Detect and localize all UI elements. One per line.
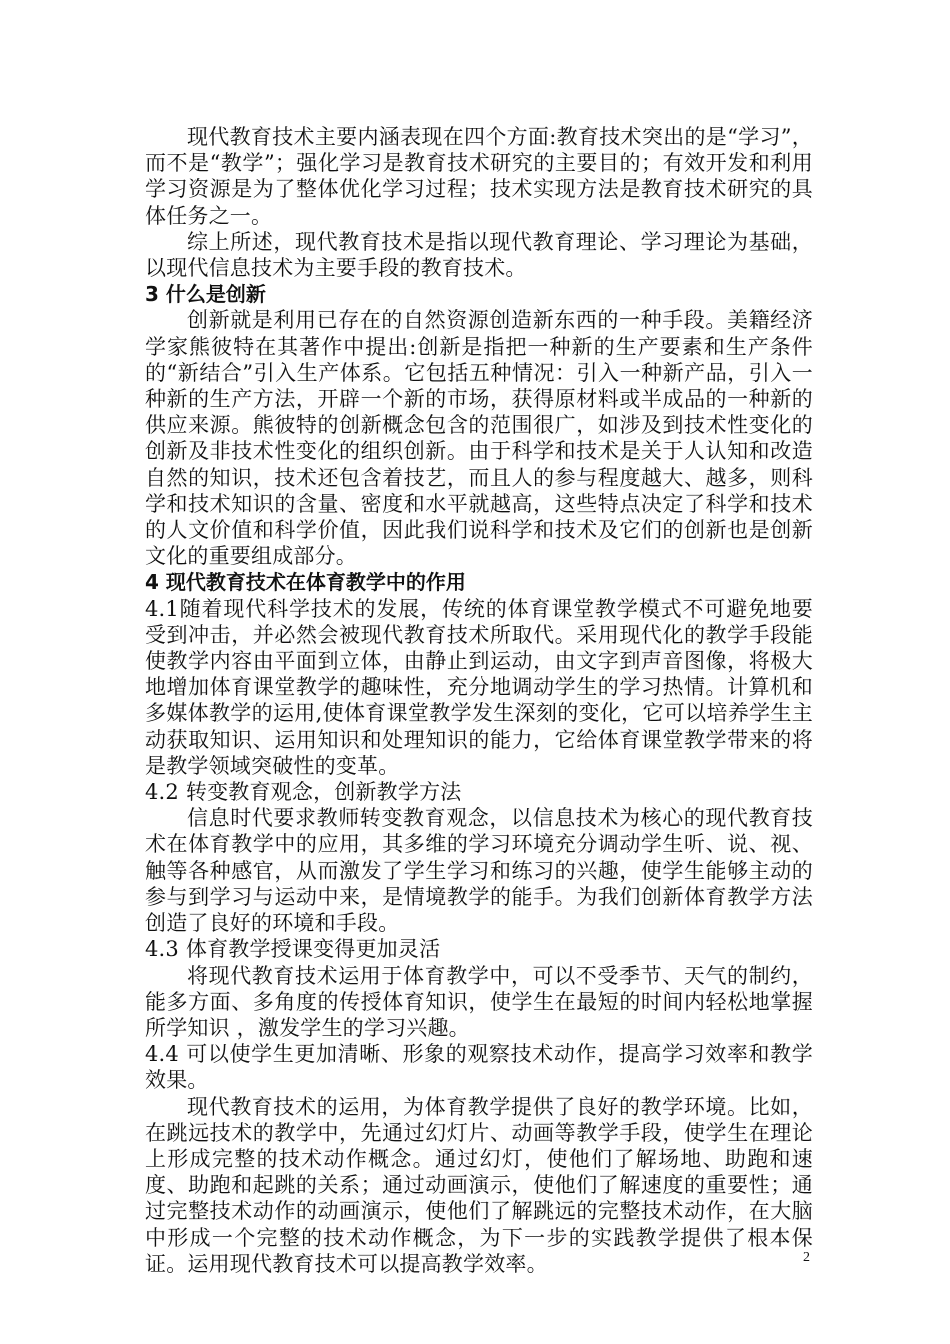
paragraph-summary: 综上所述，现代教育技术是指以现代教育理论、学习理论为基础，以现代信息技术为主要手段的教育技术。 — [145, 229, 813, 281]
paragraph-teaching-concept: 信息时代要求教师转变教育观念，以信息技术为核心的现代教育技术在体育教学中的应用，其多维的学习环境充分调动学生听、说、视、触等各种感官，从而激发了学生学习和练习的兴趣，使学生能够主动的参与到学习与运动中来，是情境教学的能手。为我们创新体育教学方法创造了良好的环境和手段。 — [145, 806, 813, 936]
subheading-4-3: 4.3 体育教学授课变得更加灵活 — [145, 937, 441, 962]
subheading-4-4: 4.4 可以使学生更加清晰、形象的观察技术动作，提高学习效率和教学效果。 — [145, 1042, 813, 1093]
page-number: 2 — [803, 1250, 810, 1265]
subheading-4-2: 4.2 转变教育观念，创新教学方法 — [145, 780, 462, 805]
document-body — [145, 124, 813, 1277]
paragraph-4-1: 4.1随着现代科学技术的发展，传统的体育课堂教学模式不可避免地要受到冲击，并必然会被现代教育技术所取代。采用现代化的教学手段能使教学内容由平面到立体，由静止到运动，由文字到声音图像，将极大地增加体育课堂教学的趣味性，充分地调动学生的学习热情。计算机和多媒体教学的运用,使体育课堂教学发生深刻的变化，它可以培养学生主动获取知识、运用知识和处理知识的能力，它给体育课堂教学带来的将是教学领域突破性的变革。 — [145, 596, 813, 778]
section-heading-innovation: 3 什么是创新 — [145, 282, 266, 307]
paragraph-innovation-definition: 创新就是利用已存在的自然资源创造新东西的一种手段。美籍经济学家熊彼特在其著作中提出:创新是指把一种新的生产要素和生产条件的“新结合”引入生产体系。它包括五种情况：引入一种新产品，引入一种新的生产方法，开辟一个新的市场，获得原材料或半成品的一种新的供应来源。熊彼特的创新概念包含的范围很广，如涉及到技术性变化的创新及非技术性变化的组织创新。由于科学和技术是关于人认知和改造自然的知识，技术还包含着技艺，而且人的参与程度越大、越多，则科学和技术知识的含量、密度和水平就越高，这些特点决定了科学和技术的人文价值和科学价值，因此我们说科学和技术及它们的创新也是创新文化的重要组成部分。 — [145, 308, 813, 569]
section-heading-role: 4 现代教育技术在体育教学中的作用 — [145, 570, 466, 595]
paragraph-learning-focus: 现代教育技术主要内涵表现在四个方面:教育技术突出的是“学习”，而不是“教学”；强化学习是教育技术研究的主要目的；有效开发和利用学习资源是为了整体优化学习过程；技术实现方法是教育技术研究的具体任务之一。 — [145, 125, 813, 228]
paragraph-long-jump-example: 现代教育技术的运用，为体育教学提供了良好的教学环境。比如，在跳远技术的教学中，先通过幻灯片、动画等教学手段，使学生在理论上形成完整的技术动作概念。通过幻灯，使他们了解场地、助跑和速度、助跑和起跳的关系；通过动画演示，使他们了解速度的重要性；通过完整技术动作的动画演示，使他们了解跳远的完整技术动作，在大脑中形成一个完整的技术动作概念，为下一步的实践教学提供了根本保证。运用现代教育技术可以提高教学效率。 — [145, 1094, 813, 1276]
paragraph-flexible-teaching: 将现代教育技术运用于体育教学中，可以不受季节、天气的制约，能多方面、多角度的传授体育知识，使学生在最短的时间内轻松地掌握所学知识 ，激发学生的学习兴趣。 — [145, 963, 813, 1040]
